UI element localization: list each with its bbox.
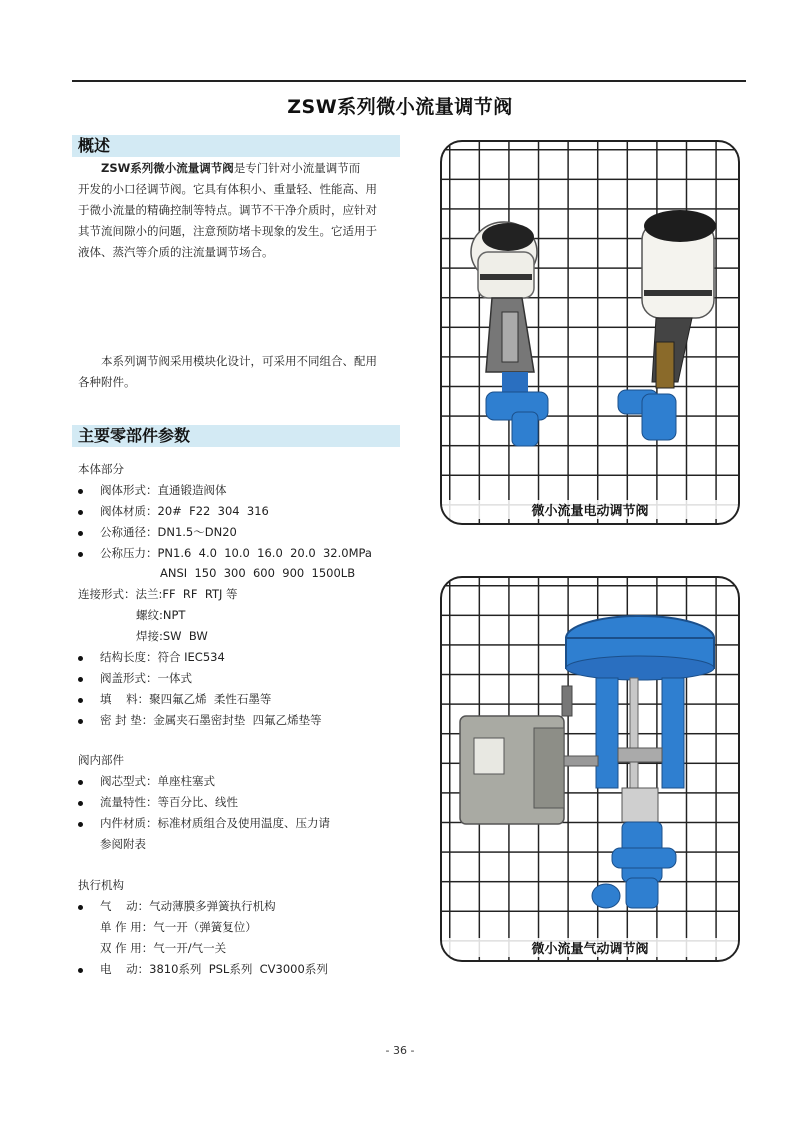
body-group-title: 本体部分 <box>78 462 124 476</box>
actuator-double: 双 作 用：气一开/气一关 <box>100 941 227 955</box>
bullet <box>78 801 83 806</box>
bullet <box>78 968 83 973</box>
trim-characteristic: 流量特性：等百分比、线性 <box>100 795 238 809</box>
trim-material: 内件材质：标准材质组合及使用温度、压力请 <box>100 816 330 830</box>
overview-p2-line-1: 本系列调节阀采用模块化设计，可采用不同组合、配用 <box>101 354 377 368</box>
electric-valve-caption: 微小流量电动调节阀 <box>442 500 738 519</box>
trim-plug: 阀芯型式：单座柱塞式 <box>100 774 215 788</box>
bullet <box>78 780 83 785</box>
body-type: 阀体形式：直通锻造阀体 <box>100 483 227 497</box>
bullet <box>78 822 83 827</box>
positioner <box>460 686 598 824</box>
overview-line-2: 开发的小口径调节阀。它具有体积小、重量轻、性能高、用 <box>78 182 377 196</box>
bullet <box>78 905 83 910</box>
overview-line-3: 于微小流量的精确控制等特点。调节不干净介质时，应针对 <box>78 203 377 217</box>
body-material: 阀体材质：20# F22 304 316 <box>100 504 269 518</box>
body-packing: 填 料：聚四氟乙烯 柔性石墨等 <box>100 692 272 706</box>
overview-line-4: 其节流间隙小的问题，注意预防堵卡现象的发生。它适用于 <box>78 224 377 238</box>
body-gasket: 密 封 垫：金属夹石墨密封垫 四氟乙烯垫等 <box>100 713 322 727</box>
bullet <box>78 510 83 515</box>
electric-valve-figure <box>440 140 740 525</box>
bullet <box>78 719 83 724</box>
body-weld: 焊接:SW BW <box>136 629 208 643</box>
pneumatic-valve-illustration <box>442 578 740 962</box>
params-heading: 主要零部件参数 <box>72 425 400 447</box>
overview-line-5: 液体、蒸汽等介质的注流量调节场合。 <box>78 245 274 259</box>
body-length: 结构长度：符合 IEC534 <box>100 650 225 664</box>
actuator-single: 单 作 用：气一开（弹簧复位） <box>100 920 257 934</box>
bullet <box>78 552 83 557</box>
bullet <box>78 531 83 536</box>
actuator-pneumatic: 气 动：气动薄膜多弹簧执行机构 <box>100 899 276 913</box>
trim-group-title: 阀内部件 <box>78 753 124 767</box>
body-dn: 公称通径：DN1.5～DN20 <box>100 525 237 539</box>
overview-line-1: ZSW系列微小流量调节阀是专门针对小流量调节而 <box>101 161 361 175</box>
actuator-group-title: 执行机构 <box>78 878 124 892</box>
body-connection: 连接形式：法兰:FF RF RTJ 等 <box>78 587 238 601</box>
pneumatic-valve-caption: 微小流量气动调节阀 <box>442 938 738 957</box>
body-pn: 公称压力：PN1.6 4.0 10.0 16.0 20.0 32.0MPa <box>100 546 372 560</box>
electric-valve-right <box>618 210 716 440</box>
bullet <box>78 489 83 494</box>
body-ansi: ANSI 150 300 600 900 1500LB <box>160 566 356 580</box>
actuator-electric: 电 动：3810系列 PSL系列 CV3000系列 <box>100 962 328 976</box>
electric-valve-left <box>471 222 548 446</box>
body-thread: 螺纹:NPT <box>136 608 186 622</box>
page-number: - 36 - <box>385 1044 415 1057</box>
overview-heading: 概述 <box>72 135 400 157</box>
body-bonnet: 阀盖形式：一体式 <box>100 671 192 685</box>
overview-lead: ZSW系列微小流量调节阀 <box>101 161 234 175</box>
pneumatic-valve-figure <box>440 576 740 962</box>
top-rule <box>72 80 746 82</box>
overview-paragraph <box>78 158 396 263</box>
page-title: ZSW系列微小流量调节阀 <box>287 96 513 118</box>
bullet <box>78 656 83 661</box>
overview-paragraph-2 <box>78 351 396 393</box>
overview-p2-line-2: 各种附件。 <box>78 375 136 389</box>
bullet <box>78 698 83 703</box>
electric-valve-illustration <box>442 142 740 525</box>
bullet <box>78 677 83 682</box>
trim-material-cont: 参阅附表 <box>100 837 146 851</box>
